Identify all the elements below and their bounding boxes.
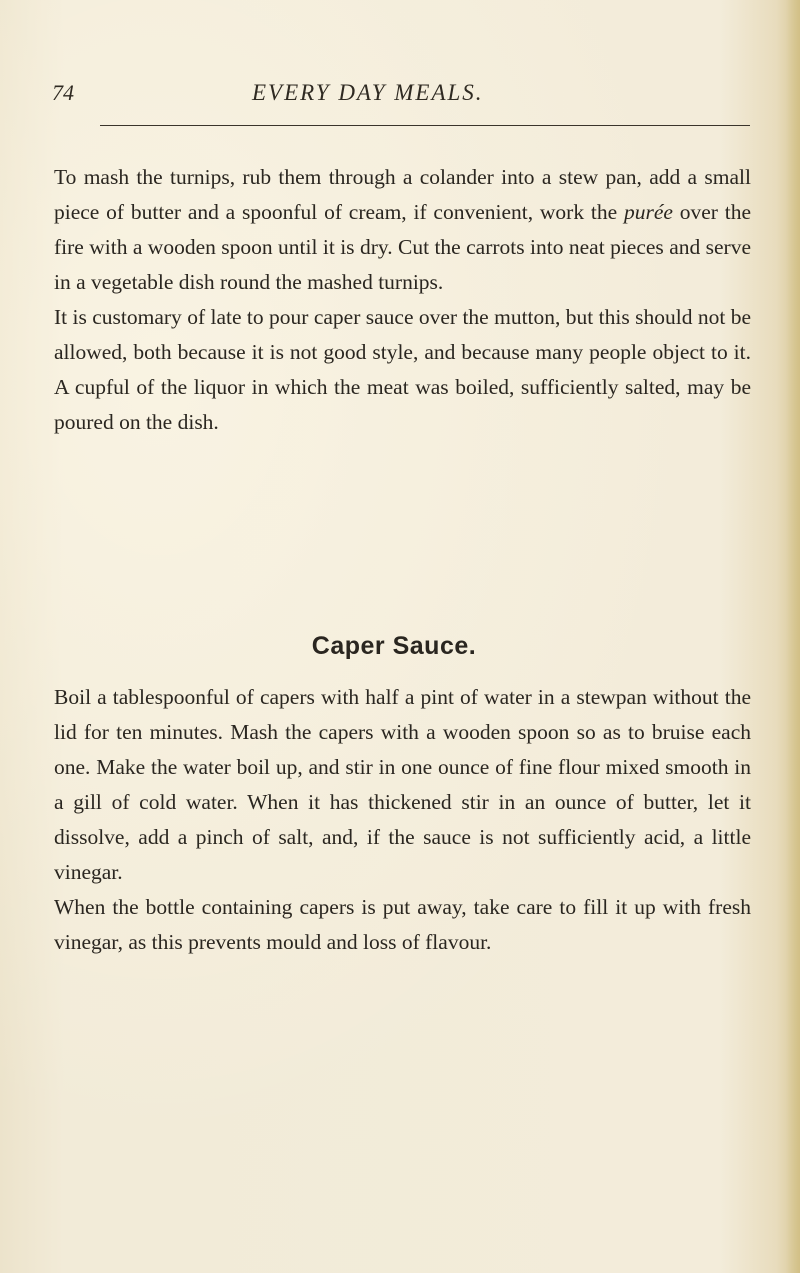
header-rule (100, 125, 750, 126)
text-block-caper-sauce (54, 680, 751, 960)
section-heading-text: Caper Sauce. (311, 632, 477, 660)
italic-word: purée (623, 200, 673, 224)
paragraph: To mash the turnips, rub them through a colander into a stew pan, add a small piece of butter and a spoonful of cream, if convenient, work the purée over the fire with a wooden spoon until it is dry. Cut the carrots into neat pieces and serve in a vegetable dish round the mashed turnips. (54, 165, 752, 294)
page-edge-shadow (786, 0, 800, 1273)
paragraph: It is customary of late to pour caper sauce over the mutton, but this should not be allowed, both because it is not good style, and because many people object to it. A cupful of the liquor in which the meat was boiled, sufficiently salted, may be poured on the dish. (54, 305, 751, 434)
paragraph: When the bottle containing capers is put away, take care to fill it up with fresh vinegar, as this prevents mould and loss of flavour. (54, 895, 751, 954)
page-header (52, 80, 752, 120)
paragraph: Boil a tablespoonful of capers with half a pint of water in a stewpan without the lid for ten minutes. Mash the capers with a wooden spoon so as to bruise each one. Make the water boil up, and stir in one ounce of fine flour mixed smooth in a gill of cold water. When it has thickened stir in an ounce of butter, let it dissolve, add a pinch of salt, and, if the sauce is not sufficiently acid, a little vinegar. (54, 685, 751, 884)
page-number: 74 (52, 80, 74, 105)
running-head: EVERY DAY MEALS. (252, 80, 484, 105)
section-heading (0, 632, 800, 661)
text-block-turnips (54, 160, 751, 440)
